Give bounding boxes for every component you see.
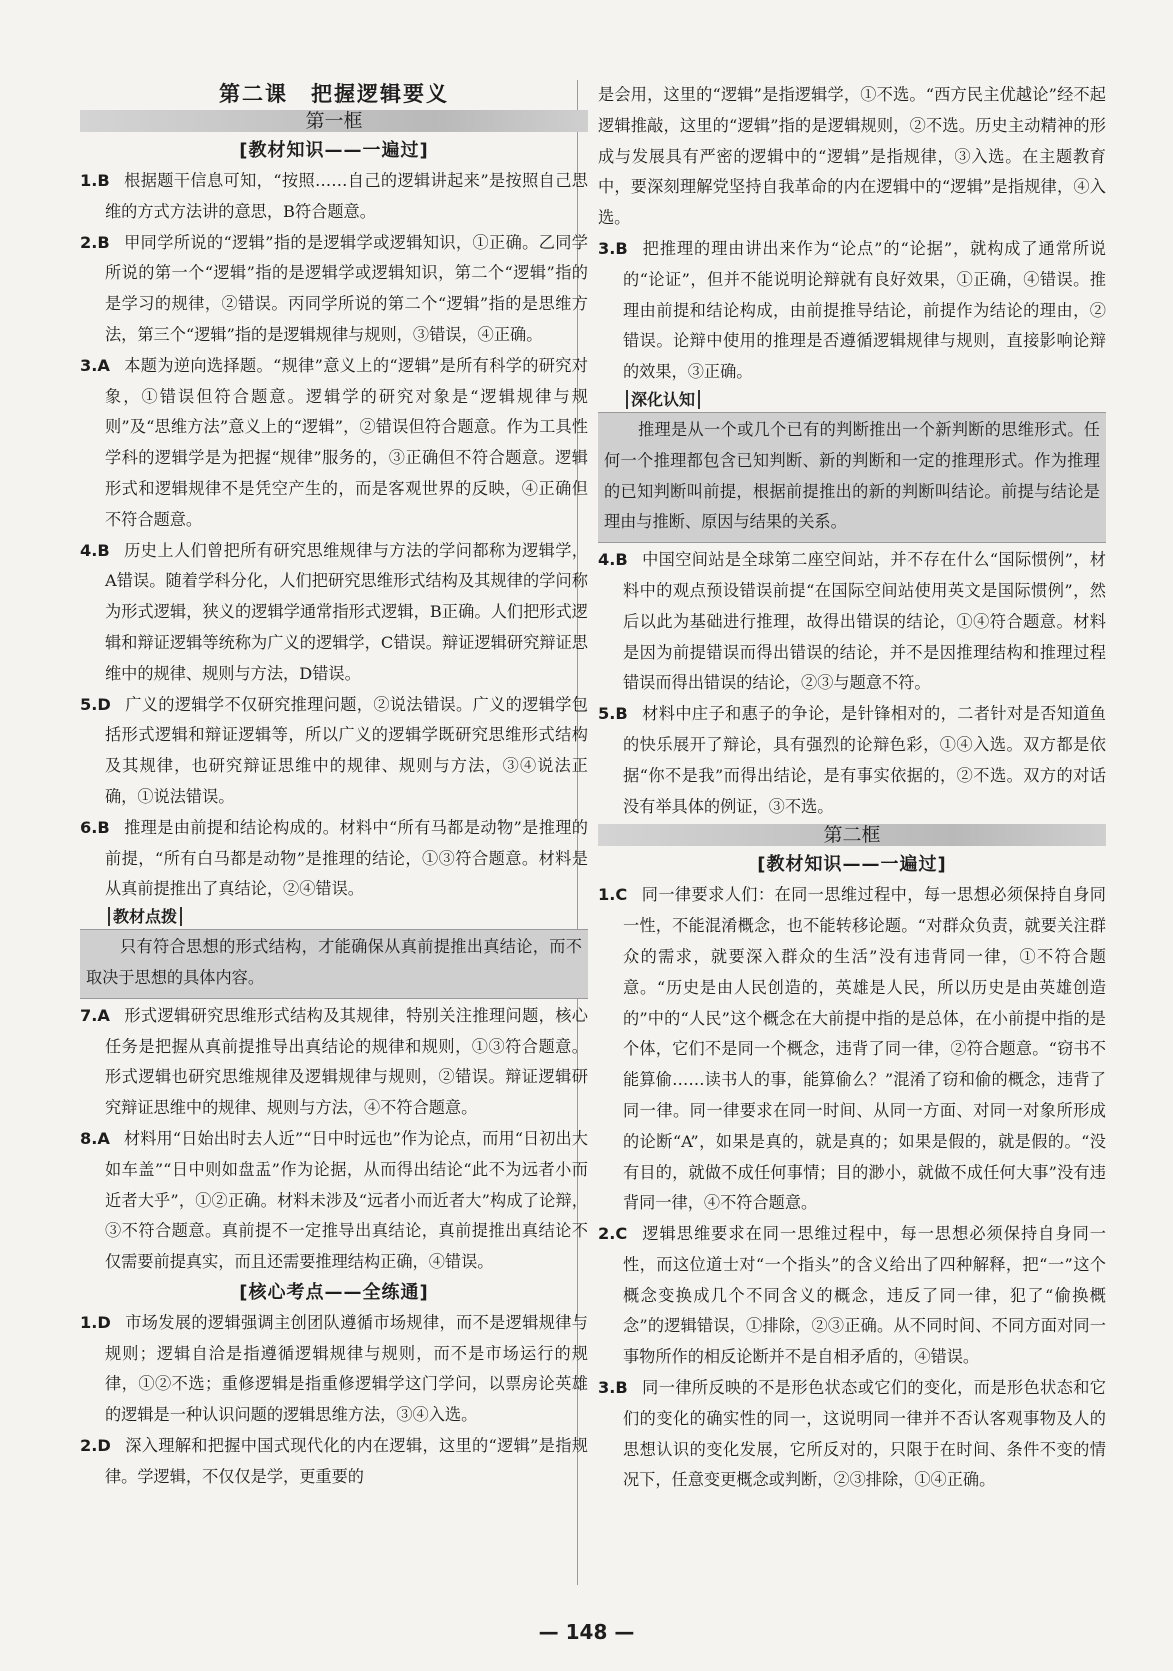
item-explanation: 市场发展的逻辑强调主创团队遵循市场规律，而不是逻辑规律与规则；逻辑自洽是指遵循逻辑规律与规则，而不是市场运行的规律，①②不选；重修逻辑是指重修逻辑学这门学问，以票房论英雄的逻辑是一种认识问题的逻辑思维方法，③④入选。 <box>105 1312 588 1425</box>
item-number: 5. <box>598 704 616 724</box>
item-answer: B <box>615 238 628 258</box>
tip-box: 只有符合思想的形式结构，才能确保从真前提推出真结论，而不取决于思想的具体内容。 <box>80 929 588 999</box>
answer-item <box>80 813 588 905</box>
frame-one-bar: 第一框 <box>80 110 588 132</box>
answer-item <box>598 699 1106 822</box>
right-answer-list-b <box>598 545 1106 822</box>
item-explanation: 深入理解和把握中国式现代化的内在逻辑，这里的“逻辑”是指规律。学逻辑，不仅仅是学，更重要的 <box>105 1436 588 1486</box>
item-number: 7. <box>80 1005 98 1025</box>
item-answer: D <box>97 1436 111 1456</box>
item-number: 5. <box>80 694 98 714</box>
item-number: 6. <box>80 817 98 837</box>
item-number: 3. <box>598 238 616 258</box>
item-explanation: 广义的逻辑学不仅研究推理问题，②说法错误。广义的逻辑学包括形式逻辑和辩证逻辑等，所以广义的逻辑学既研究思维形式结构及其规律，也研究辩证思维中的规律、规则与方法，③④说法正确，①说法错误。 <box>105 694 588 806</box>
left-answer-list-b <box>80 1001 588 1278</box>
core-answer-list <box>80 1308 588 1493</box>
answer-item <box>80 1308 588 1431</box>
page-number: — 148 — <box>538 1620 635 1644</box>
item-number: 1. <box>80 1312 98 1332</box>
answer-item <box>80 536 588 690</box>
item-number: 2. <box>80 1436 98 1456</box>
item-answer: A <box>97 355 110 375</box>
frame-two-bar: 第二框 <box>598 824 1106 846</box>
item-answer: B <box>97 232 110 252</box>
item-number: 8. <box>80 1128 98 1148</box>
item-explanation: 历史上人们曾把所有研究思维规律与方法的学问都称为逻辑学，A错误。随着学科分化，人们把研究思维形式结构及其规律的学问称为形式逻辑，狭义的逻辑学通常指形式逻辑，B正确。人们把形式逻辑和辩证逻辑等统称为广义的逻辑学，C错误。辩证逻辑研究辩证思维中的规律、规则与方法，D错误。 <box>105 540 588 683</box>
item-answer: B <box>97 540 110 560</box>
tip-label-text: 深化认知 <box>626 390 700 409</box>
lesson-title: 第二课 把握逻辑要义 <box>219 82 449 106</box>
answer-item <box>80 1001 588 1124</box>
tip-label <box>80 905 588 929</box>
item-answer: C <box>615 885 628 905</box>
item-number: 1. <box>598 885 616 905</box>
answer-item <box>80 1431 588 1493</box>
tip-box: 推理是从一个或几个已有的判断推出一个新判断的思维形式。任何一个推理都包含已知判断、新的判断和一定的推理形式。作为推理的已知判断叫前提，根据前提推出的新的判断叫结论。前提与结论是理由与推断、原因与结果的关系。 <box>598 412 1106 543</box>
item-number: 2. <box>80 232 98 252</box>
item-number: 2. <box>598 1224 616 1244</box>
item-explanation: 材料中庄子和惠子的争论，是针锋相对的，二者针对是否知道鱼的快乐展开了辩论，具有强烈的论辩色彩，①④入选。双方都是依据“你不是我”而得出结论，是有事实依据的，②不选。双方的对话没有举具体的例证，③不选。 <box>623 704 1106 816</box>
item-explanation: 材料用“日始出时去人近”“日中时远也”作为论点，而用“日初出大如车盖”“日中则如盘盂”作为论据，从而得出结论“此不为远者小而近者大乎”，①②正确。材料未涉及“远者小而近者大”构成了论辩，③不符合题意。真前提不一定推导出真结论，真前提推出真结论不仅需要前提真实，而且还需要推理结构正确，④错误。 <box>105 1128 588 1272</box>
item-answer: B <box>615 704 628 724</box>
item-explanation: 中国空间站是全球第二座空间站，并不存在什么“国际惯例”，材料中的观点预设错误前提“在国际空间站使用英文是国际惯例”，然后以此为基础进行推理，故得出错误的结论，①④符合题意。材料是因为前提错误而得出错误的结论，并不是因推理结构和推理过程错误而得出错误的结论，②③与题意不符。 <box>623 550 1106 693</box>
tip-label-text: 教材点拨 <box>108 907 182 926</box>
answer-item <box>598 1373 1106 1496</box>
answer-item <box>598 1219 1106 1373</box>
item-explanation: 把推理的理由讲出来作为“论点”的“论据”，就构成了通常所说的“论证”，但并不能说明论辩就有良好效果，①正确，④错误。推理由前提和结论构成，由前提推导结论，前提作为结论的理由，②错误。论辩中使用的推理是否遵循逻辑规律与规则，直接影响论辩的效果，③正确。 <box>623 238 1106 382</box>
left-answer-list <box>80 166 588 905</box>
answer-item <box>80 351 588 536</box>
section-textbook-title-2: [教材知识——一遍过] <box>757 854 947 876</box>
continued-text: 是会用，这里的“逻辑”是指逻辑学，①不选。“西方民主优越论”经不起逻辑推敲，这里的“逻辑”指的是逻辑规则，②不选。历史主动精神的形成与发展具有严密的逻辑中的“逻辑”是指规律，③入选。在主题教育中，要深刻理解党坚持自我革命的内在逻辑中的“逻辑”是指规律，④入选。 <box>598 85 1106 228</box>
item-number: 4. <box>598 550 616 570</box>
item-answer: A <box>97 1005 110 1025</box>
right-answer-list <box>598 234 1106 388</box>
item-answer: A <box>97 1128 110 1148</box>
item-answer: B <box>615 550 628 570</box>
answer-item <box>598 234 1106 388</box>
item-explanation: 形式逻辑研究思维形式结构及其规律，特别关注推理问题，核心任务是把握从真前提推导出真结论的规律和规则，①③符合题意。形式逻辑也研究思维规律及逻辑规律与规则，②错误。辩证逻辑研究辩证思维中的规律、规则与方法，④不符合题意。 <box>105 1005 588 1118</box>
section-textbook-title: [教材知识——一遍过] <box>239 140 429 161</box>
item-number: 3. <box>80 355 98 375</box>
answer-item <box>80 228 588 351</box>
item-number: 3. <box>598 1378 616 1398</box>
right-column <box>598 80 1106 1496</box>
item-explanation: 同一律所反映的不是形色状态或它们的变化，而是形色状态和它们的变化的确实性的同一，这说明同一律并不否认客观事物及人的思想认识的变化发展，它所反对的，只限于在时间、条件不变的情况下，任意变更概念或判断，②③排除，①④正确。 <box>623 1378 1106 1490</box>
section-core-title: [核心考点——全练通] <box>239 1281 429 1303</box>
answer-item <box>80 166 588 228</box>
item-number: 1. <box>80 171 98 190</box>
answer-item <box>80 690 588 813</box>
item-explanation: 同一律要求人们：在同一思维过程中，每一思想必须保持自身同一性，不能混淆概念，也不能转移论题。“对群众负责，就要关注群众的需求，就要深入群众的生活”没有违背同一律，①不符合题意。“历史是由人民创造的，英雄是人民，所以历史是由英雄创造的”中的“人民”这个概念在大前提中指的是总体，在小前提中指的是个体，它们不是同一个概念，违背了同一律，②符合题意。“窃书不能算偷……读书人的事，能算偷么？”混淆了窃和偷的概念，违背了同一律。同一律要求在同一时间、从同一方面、对同一对象所形成的论断“A”，如果是真的，就是真的；如果是假的，就是假的。“没有目的，就做不成任何事情；目的渺小，就做不成任何大事”没有违背同一律，④不符合题意。 <box>623 885 1106 1213</box>
item-explanation: 甲同学所说的“逻辑”指的是逻辑学或逻辑知识，①正确。乙同学所说的第一个“逻辑”指的是逻辑学或逻辑知识，第二个“逻辑”指的是学习的规律，②错误。丙同学所说的第二个“逻辑”指的是思维方法，第三个“逻辑”指的是逻辑规律与规则，③错误，④正确。 <box>105 232 588 344</box>
item-answer: B <box>615 1378 628 1398</box>
answer-item <box>80 1124 588 1278</box>
item-answer: B <box>97 171 110 190</box>
item-explanation: 推理是由前提和结论构成的。材料中“所有马都是动物”是推理的前提，“所有白马都是动物”是推理的结论，①③符合题意。材料是从真前提推出了真结论，②④错误。 <box>105 817 588 899</box>
tip-label <box>598 388 1106 412</box>
item-number: 4. <box>80 540 98 560</box>
item-explanation: 根据题干信息可知，“按照……自己的逻辑讲起来”是按照自己思维的方式方法讲的意思，B符合题意。 <box>105 171 588 221</box>
left-column <box>80 80 588 1493</box>
item-explanation: 本题为逆向选择题。“规律”意义上的“逻辑”是所有科学的研究对象，①错误但符合题意。逻辑学的研究对象是“逻辑规律与规则”及“思维方法”意义上的“逻辑”，②错误但符合题意。作为工具性学科的逻辑学是为把握“规律”服务的，③正确但不符合题意。逻辑形式和逻辑规律不是凭空产生的，而是客观世界的反映，④正确但不符合题意。 <box>105 355 588 529</box>
answer-item <box>598 880 1106 1219</box>
frame-two-answer-list <box>598 880 1106 1496</box>
answer-item <box>598 545 1106 699</box>
item-answer: D <box>97 1312 111 1332</box>
item-answer: C <box>615 1224 628 1244</box>
item-answer: B <box>97 817 110 837</box>
item-answer: D <box>97 694 111 714</box>
item-explanation: 逻辑思维要求在同一思维过程中，每一思想必须保持自身同一性，而这位道士对“一个指头”的含义给出了四种解释，把“一”这个概念变换成几个不同含义的概念，违反了同一律，犯了“偷换概念”的逻辑错误，①排除，②③正确。从不同时间、不同方面对同一事物所作的相反论断并不是自相矛盾的，④错误。 <box>623 1224 1106 1367</box>
